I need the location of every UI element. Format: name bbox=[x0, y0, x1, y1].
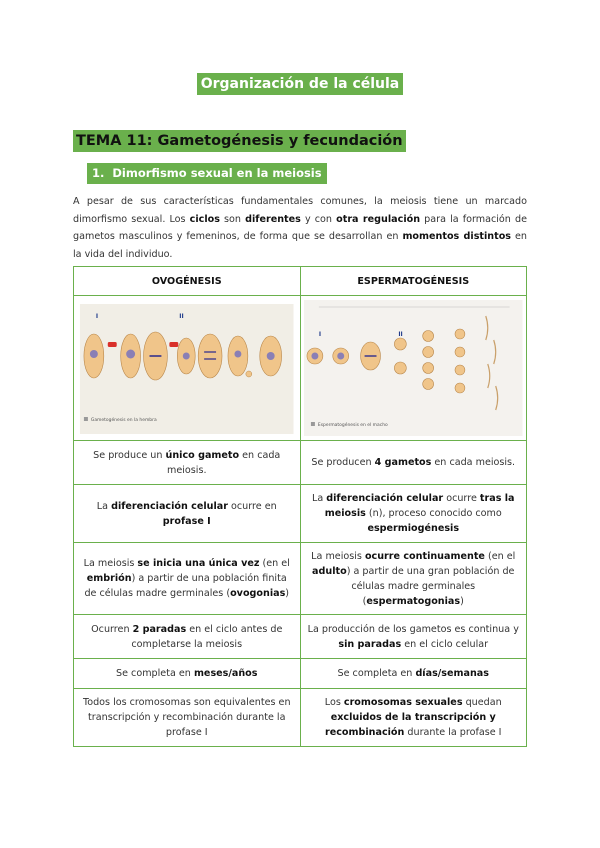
column-header-ovogenesis: OVOGÉNESIS bbox=[74, 267, 301, 296]
section-heading: Dimorfismo sexual en la meiosis bbox=[112, 166, 322, 180]
cell-ovo-2: La meiosis se inicia una única vez (en el embrión) a partir de una población finita de células madre germinales (ovogonias) bbox=[74, 543, 301, 615]
cell-esp-3: La producción de los gametos es continua y sin paradas en el ciclo celular bbox=[300, 615, 527, 659]
table-row bbox=[74, 689, 527, 747]
ovogenesis-figure bbox=[74, 296, 300, 440]
cell-esp-5: Los cromosomas sexuales quedan excluidos de la transcripción y recombinación durante la profase I bbox=[300, 689, 527, 747]
course-title: Organización de la célula bbox=[197, 73, 404, 95]
ovo-figure-caption: Gametogénesis en la hembra bbox=[90, 417, 157, 424]
comparison-table bbox=[73, 266, 527, 747]
column-header-espermatogenesis: ESPERMATOGÉNESIS bbox=[300, 267, 527, 296]
cell-ovo-5: Todos los cromosomas son equivalentes en transcripción y recombinación durante la profase I bbox=[74, 689, 301, 747]
espermatogenesis-figure-cell bbox=[300, 296, 527, 441]
table-row bbox=[74, 485, 527, 543]
esp-phase-1-label: I bbox=[318, 330, 321, 339]
espermatogenesis-figure bbox=[301, 296, 527, 440]
section-number: 1. bbox=[92, 166, 105, 180]
intro-paragraph: A pesar de sus características fundamentales comunes, la meiosis tiene un marcado dimorfismo sexual. Los ciclos son diferentes y con otra regulación para la formación de gametos masculinos y femeninos, de forma que se desarrollan en momentos distintos en la vida del individuo. bbox=[73, 196, 527, 260]
table-row bbox=[74, 659, 527, 689]
ovogenesis-figure-cell bbox=[74, 296, 301, 441]
table-row bbox=[74, 615, 527, 659]
cell-esp-2: La meiosis ocurre continuamente (en el adulto) a partir de una gran población de células madre germinales (espermatogonias) bbox=[300, 543, 527, 615]
cell-esp-1: La diferenciación celular ocurre tras la meiosis (n), proceso conocido como espermiogénesis bbox=[300, 485, 527, 543]
table-header-row bbox=[74, 267, 527, 296]
table-row bbox=[74, 543, 527, 615]
cell-esp-4: Se completa en días/semanas bbox=[300, 659, 527, 689]
table-row bbox=[74, 441, 527, 485]
topic-title: TEMA 11: Gametogénesis y fecundación bbox=[73, 130, 406, 152]
cell-ovo-3: Ocurren 2 paradas en el ciclo antes de completarse la meiosis bbox=[74, 615, 301, 659]
section-title bbox=[87, 163, 327, 184]
cell-ovo-1: La diferenciación celular ocurre en profase I bbox=[74, 485, 301, 543]
cell-ovo-4: Se completa en meses/años bbox=[74, 659, 301, 689]
ovo-phase-2-label: II bbox=[179, 312, 184, 321]
ovo-phase-1-label: I bbox=[95, 312, 99, 321]
cell-esp-0: Se producen 4 gametos en cada meiosis. bbox=[300, 441, 527, 485]
cell-ovo-0: Se produce un único gameto en cada meiosis. bbox=[74, 441, 301, 485]
esp-phase-2-label: II bbox=[397, 330, 403, 339]
figure-row bbox=[74, 296, 527, 441]
esp-figure-caption: Espermatogénesis en el macho bbox=[317, 422, 388, 429]
page-header bbox=[0, 73, 600, 95]
